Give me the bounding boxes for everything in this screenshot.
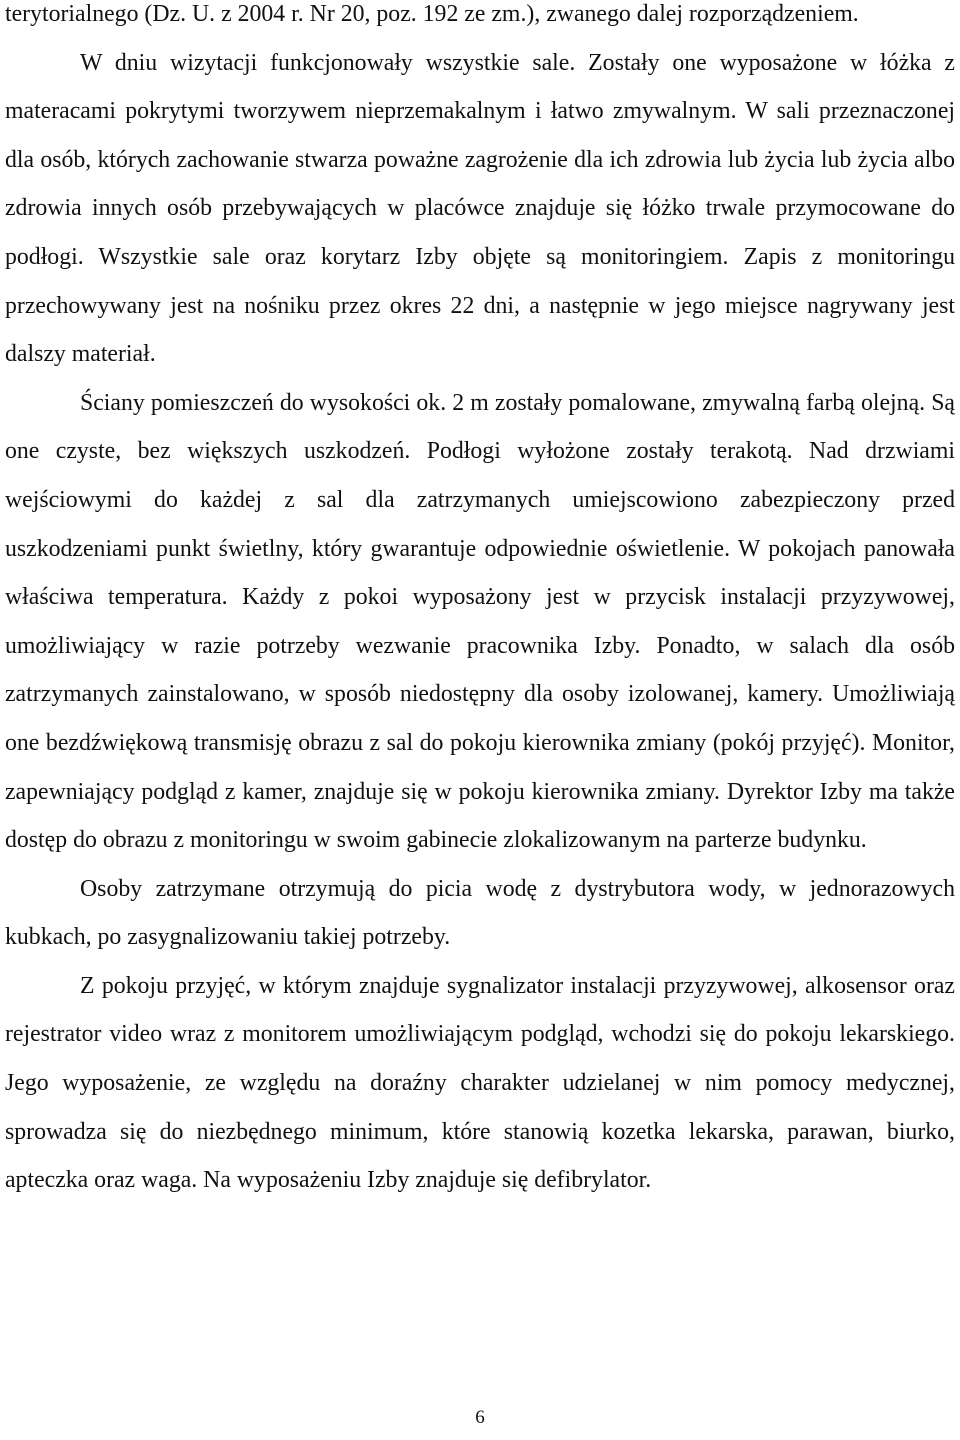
paragraph-walls-lighting: Ściany pomieszczeń do wysokości ok. 2 m zostały pomalowane, zmywalną farbą olejną. Są one czyste, bez większych uszkodzeń. Podłogi wyłożone zostały terakotą. Nad drzwiami wejściowymi do każdej z sal dla zatrzymanych umiejscowiono zabezpieczony przed uszkodzeniami punkt świetlny, który gwarantuje odpowiednie oświetlenie. W pokojach panowała właściwa temperatura. Każdy z pokoi wyposażony jest w przycisk instalacji przyzywowej, umożliwiający w razie potrzeby wezwanie pracownika Izby. Ponadto, w salach dla osób zatrzymanych zainstalowano, w sposób niedostępny dla osoby izolowanej, kamery. Umożliwiają one bezdźwiękową transmisję obrazu z sal do pokoju kierownika zmiany (pokój przyjęć). Monitor, zapewniający podgląd z kamer, znajduje się w pokoju kierownika zmiany. Dyrektor Izby ma także dostęp do obrazu z monitoringu w swoim gabinecie zlokalizowanym na parterze budynku. [5,389,955,854]
paragraph-medical-room: Z pokoju przyjęć, w którym znajduje sygnalizator instalacji przyzywowej, alkosensor oraz rejestrator video wraz z monitorem umożliwiającym podgląd, wchodzi się do pokoju lekarskiego. Jego wyposażenie, ze względu na doraźny charakter udzielanej w nim pomocy medycznej, sprowadza się do niezbędnego minimum, które stanowią kozetka lekarska, parawan, biurko, apteczka oraz waga. Na wyposażeniu Izby znajduje się defibrylator. [5,972,955,1194]
paragraph-drinking-water: Osoby zatrzymane otrzymują do picia wodę z dystrybutora wody, w jednorazowych kubkach, po zasygnalizowaniu takiej potrzeby. [5,875,955,951]
document-body [5,0,955,1205]
paragraph-rooms-equipment: W dniu wizytacji funkcjonowały wszystkie sale. Zostały one wyposażone w łóżka z materacami pokrytymi tworzywem nieprzemakalnym i łatwo zmywalnym. W sali przeznaczonej dla osób, których zachowanie stwarza poważne zagrożenie dla ich zdrowia lub życia lub życia albo zdrowia innych osób przebywających w placówce znajduje się łóżko trwale przymocowane do podłogi. Wszystkie sale oraz korytarz Izby objęte są monitoringiem. Zapis z monitoringu przechowywany jest na nośniku przez okres 22 dni, a następnie w jego miejsce nagrywany jest dalszy materiał. [5,49,955,368]
paragraph-continuation: terytorialnego (Dz. U. z 2004 r. Nr 20, poz. 192 ze zm.), zwanego dalej rozporządzeniem. [5,1,859,27]
page-number: 6 [475,1407,485,1428]
